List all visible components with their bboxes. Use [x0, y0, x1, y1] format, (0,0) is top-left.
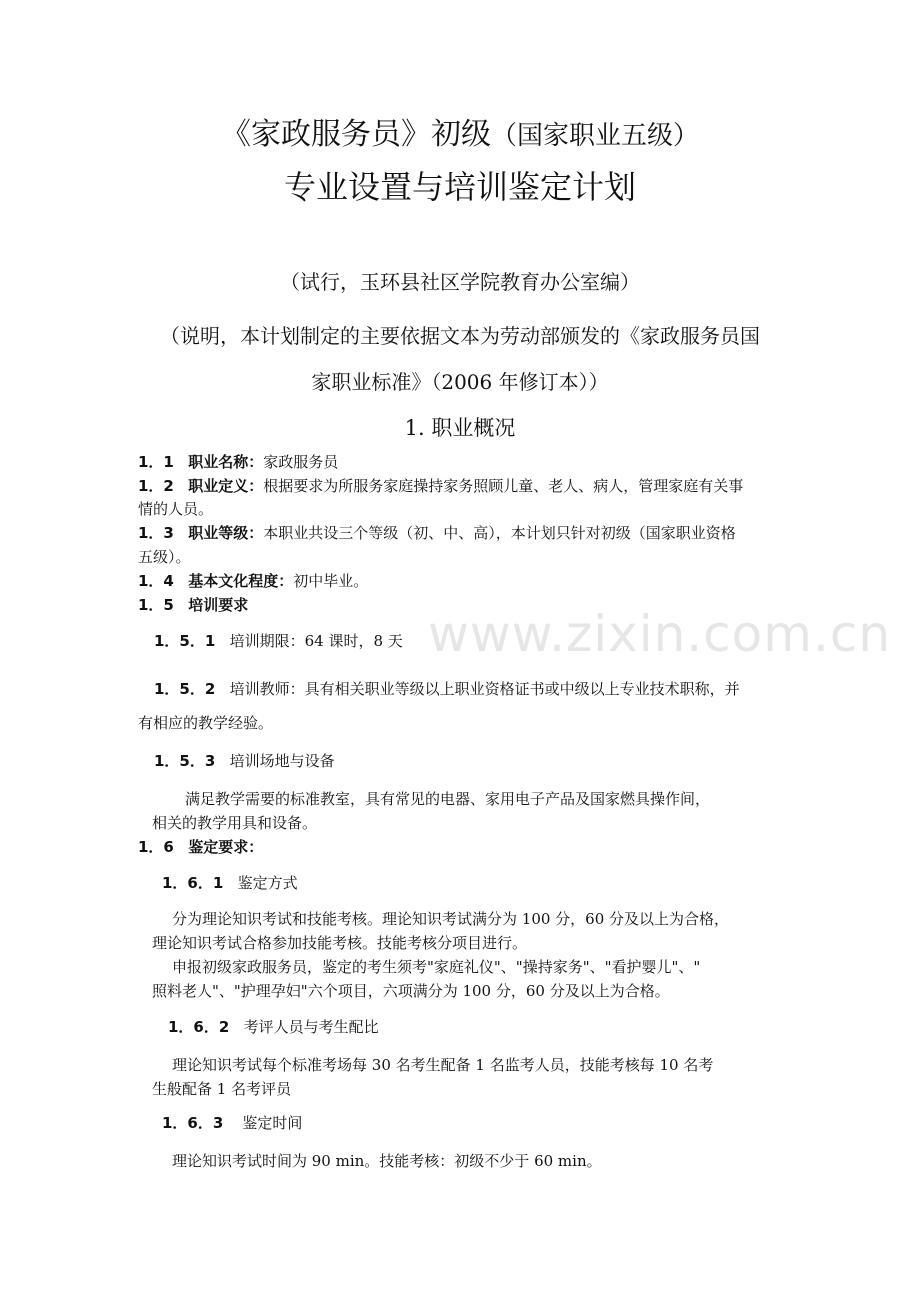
basis-note-line1: （说明，本计划制定的主要依据文本为劳动部颁发的《家政服务员国 [160, 324, 760, 348]
item-text: 培训期限：64 课时，8 天 [229, 632, 403, 650]
item-1-6-1-p2-line2: 照料老人"、"护理孕妇"六个项目，六项满分为 100 分，60 分及以上为合格。 [152, 982, 670, 1000]
item-num: 1．5．3 [154, 752, 216, 770]
item-1-5 [138, 594, 248, 616]
item-1-6 [138, 836, 263, 858]
basis-note-line2: 家职业标准》（2006 年修订本）） [311, 370, 609, 394]
item-1-1 [138, 451, 338, 473]
item-num: 1．5 [138, 596, 174, 614]
item-num: 1．4 [138, 572, 174, 590]
item-text: 家政服务员 [263, 453, 339, 471]
compiler-note: （试行，玉环县社区学院教育办公室编） [280, 270, 640, 294]
item-1-5-3 [154, 750, 335, 772]
item-1-2-cont: 情的人员。 [138, 500, 214, 518]
item-label: 鉴定方式 [237, 874, 298, 892]
item-num: 1．6 [138, 838, 174, 856]
item-1-6-2-line1: 理论知识考试每个标准考场每 30 名考生配备 1 名监考人员，技能考核每 10 名考 [172, 1056, 714, 1074]
item-1-5-3-text1: 满足教学需要的标准教室，具有常见的电器、家用电子产品及国家燃具操作间， [185, 790, 711, 808]
item-1-6-1-p2-line1: 申报初级家政服务员，鉴定的考生须考"家庭礼仪"、"操持家务"、"看护婴儿"、" [172, 958, 701, 976]
item-num: 1．5．1 [154, 632, 216, 650]
item-text: 初中毕业。 [293, 572, 369, 590]
item-1-3 [138, 522, 736, 544]
item-num: 1．3 [138, 524, 174, 542]
item-num: 1．1 [138, 453, 174, 471]
item-1-3-cont: 五级）。 [138, 548, 191, 566]
item-1-5-2-cont: 有相应的教学经验。 [138, 714, 274, 732]
item-text: 培训教师：具有相关职业等级以上职业资格证书或中级以上专业技术职称，并 [229, 680, 740, 698]
item-1-2 [138, 475, 743, 497]
document-title [0, 112, 920, 159]
item-1-6-1-p1-line1: 分为理论知识考试和技能考核。理论知识考试满分为 100 分，60 分及以上为合格， [172, 910, 730, 928]
item-1-5-1 [154, 630, 403, 652]
item-num: 1．6．3 [162, 1114, 224, 1132]
item-1-6-2-line2: 生般配备 1 名考评员 [152, 1080, 292, 1098]
item-label: 培训场地与设备 [229, 752, 335, 770]
item-label: 鉴定要求： [188, 838, 264, 856]
item-num: 1．2 [138, 477, 174, 495]
item-num: 1．6．1 [162, 874, 224, 892]
item-1-6-3 [162, 1112, 302, 1134]
item-label: 职业等级： [188, 524, 264, 542]
item-label: 职业定义： [188, 477, 264, 495]
watermark: www.zixin.com.cn [428, 605, 892, 663]
document-title-line2: 专业设置与培训鉴定计划 [283, 168, 636, 206]
item-1-6-3-line1: 理论知识考试时间为 90 min。技能考核：初级不少于 60 min。 [172, 1152, 602, 1170]
item-text: 本职业共设三个等级（初、中、高），本计划只针对初级（国家职业资格 [263, 524, 736, 542]
item-1-5-3-text2: 相关的教学用具和设备。 [152, 814, 318, 832]
item-1-4 [138, 570, 368, 592]
item-text: 根据要求为所服务家庭操持家务照顾儿童、老人、病人，管理家庭有关事 [263, 477, 744, 495]
item-label: 考评人员与考生配比 [243, 1018, 379, 1036]
item-num: 1．5．2 [154, 680, 216, 698]
section-heading: 1. 职业概况 [404, 416, 516, 440]
item-num: 1．6．2 [168, 1018, 230, 1036]
item-1-5-2 [154, 678, 740, 700]
item-label: 基本文化程度： [188, 572, 294, 590]
title-main: 《家政服务员》初级 [220, 117, 491, 152]
item-label: 鉴定时间 [242, 1114, 303, 1132]
item-label: 培训要求 [188, 596, 249, 614]
item-1-6-1-p1-line2: 理论知识考试合格参加技能考核。技能考核分项目进行。 [152, 934, 528, 952]
item-label: 职业名称： [188, 453, 264, 471]
item-1-6-1 [162, 872, 298, 894]
title-level: （国家职业五级） [490, 121, 699, 151]
item-1-6-2 [168, 1016, 379, 1038]
